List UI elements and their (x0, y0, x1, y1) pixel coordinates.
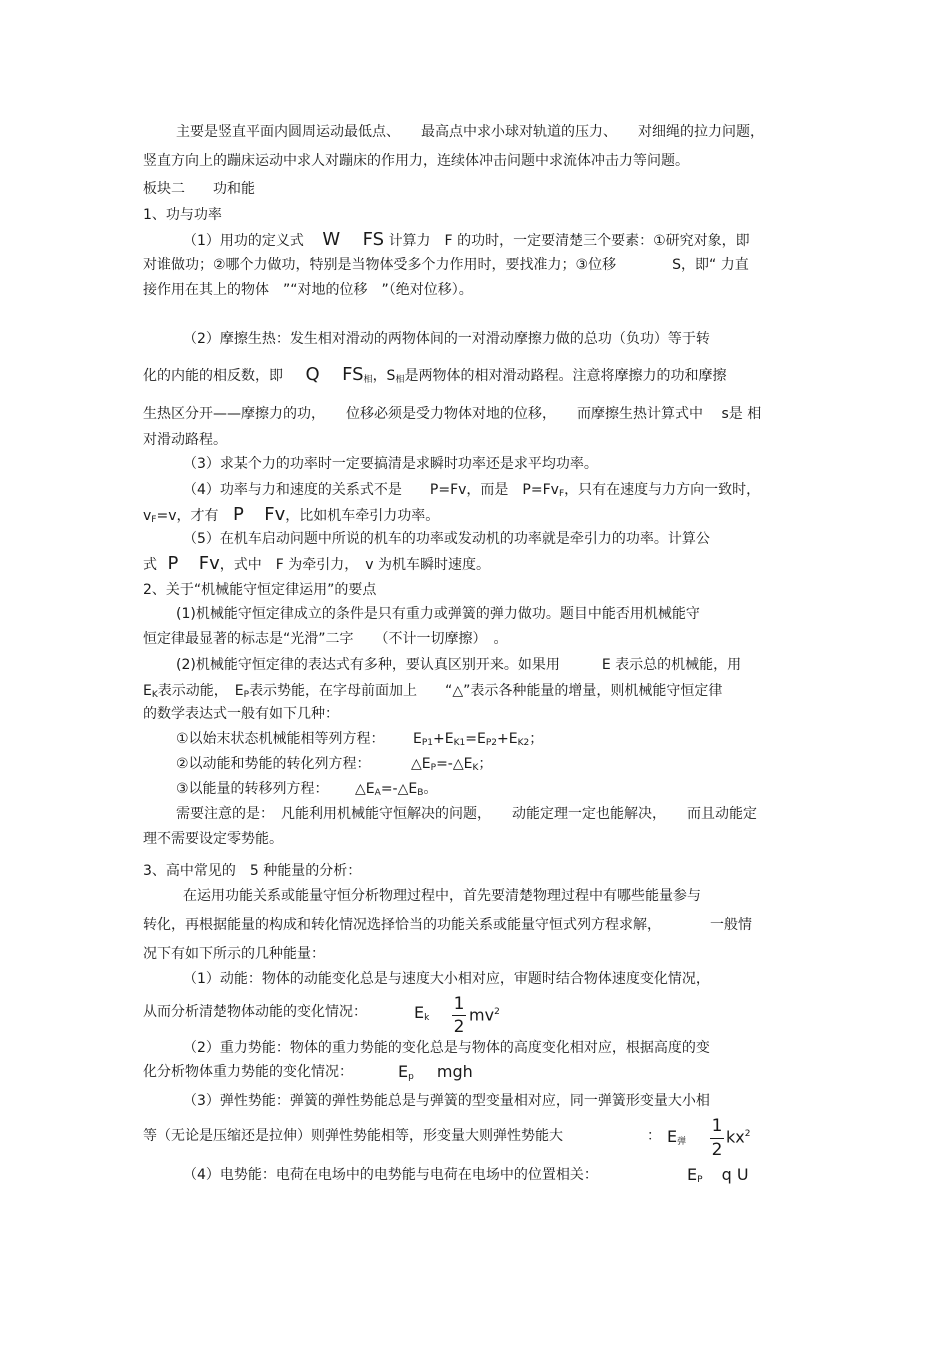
paragraph-line: （5）在机车启动问题中所说的机车的功率或发动机的功率就是牵引力的功率。计算公 (183, 531, 710, 547)
paragraph-line: 对谁做功；②哪个力做功，特别是当物体受多个力作用时，要找准力；③位移 S，即“ 力直 (143, 257, 749, 273)
section-heading: 板块二 功和能 (143, 181, 255, 197)
formula-p: P (167, 553, 179, 574)
paragraph-line: 转化，再根据能量的构成和转化情况选择恰当的功能关系或能量守恒式列方程求解， 一般情 (143, 917, 752, 933)
paragraph-line: （3）求某个力的功率时一定要搞清是求瞬时功率还是求平均功率。 (183, 456, 598, 472)
subsection-heading: 3、高中常见的 5 种能量的分析： (143, 863, 362, 879)
paragraph-line: （4）电势能：电荷在电场中的电势能与电荷在电场中的位置相关： (183, 1167, 598, 1183)
fraction-denominator: 2 (453, 1017, 465, 1037)
formula-fv: Fv (198, 553, 220, 574)
paragraph-line: 对滑动路程。 (143, 432, 227, 448)
formula-mv2: $mv^2$ (469, 1005, 500, 1025)
fraction-denominator: 2 (711, 1140, 723, 1160)
formula-p: P (232, 504, 244, 525)
fraction-bar (452, 1015, 466, 1016)
equation-line: ③以能量的转移列方程： $\triangle E_A=-\triangle E_B$。 (176, 781, 438, 798)
paragraph-line: 况下有如下所示的几种能量： (143, 946, 325, 962)
paragraph-line: 从而分析清楚物体动能的变化情况： (143, 1004, 367, 1020)
colon: ： (647, 1128, 661, 1144)
paragraph-line: （1）用功的定义式 W FS 计算力 F 的功时，一定要清楚三个要素：①研究对象，即 (183, 229, 750, 250)
formula-kx2: $kx^2$ (726, 1127, 751, 1147)
paragraph-line: 式 P Fv，式中 F 为牵引力， v 为机车瞬时速度。 (143, 553, 491, 574)
fraction-numerator: 1 (711, 1116, 723, 1136)
paragraph-line: 接作用在其上的物体 ”“对地的位移 ”（绝对位移）。 (143, 282, 473, 298)
formula-ep: $E_p$ mgh (398, 1062, 473, 1082)
paragraph-line: 恒定律最显著的标志是“光滑”二字 （不计一切摩擦） 。 (143, 631, 508, 647)
formula-q: Q (305, 364, 320, 385)
paragraph-line: 的数学表达式一般有如下几种： (143, 706, 339, 722)
paragraph-line: 理不需要设定零势能。 (143, 831, 283, 847)
paragraph-line: 需要注意的是： 凡能利用机械能守恒解决的问题， 动能定理一定也能解决， 而且动能定 (176, 806, 757, 822)
formula-w: W (322, 229, 341, 250)
fraction-numerator: 1 (453, 994, 465, 1014)
paragraph-line: （1）动能：物体的动能变化总是与速度大小相对应，审题时结合物体速度变化情况， (183, 971, 710, 987)
paragraph-line: （3）弹性势能：弹簧的弹性势能总是与弹簧的型变量相对应，同一弹簧形变量大小相 (183, 1093, 710, 1109)
paragraph-line: 等（无论是压缩还是拉伸）则弹性势能相等，形变量大则弹性势能大 (143, 1128, 563, 1144)
formula-ep-electric: $E_P$ q U (687, 1165, 749, 1185)
formula-fs: FS (362, 229, 385, 250)
paragraph-line: (2)机械能守恒定律的表达式有多种，要认真区别开来。如果用 E 表示总的机械能，用 (176, 657, 742, 673)
paragraph-line: 化的内能的相反数，即 Q $FS_相$，$S_相$是两物体的相对滑动路程。注意将摩擦力的功和摩擦 (143, 364, 727, 385)
equation-line: ②以动能和势能的转化列方程： $\triangle E_P=-\triangle E_K$； (176, 756, 493, 773)
paragraph-line: 生热区分开——摩擦力的功， 位移必须是受力物体对地的位移， 而摩擦生热计算式中 s是 相 (143, 406, 762, 422)
formula-fs: FS (342, 364, 364, 385)
paragraph-line: $v_F=v$，才有 P Fv，比如机车牵引力功率。 (143, 504, 440, 525)
paragraph-line: （4）功率与力和速度的关系式不是 P=Fv，而是 $P=Fv_F$，只有在速度与力方向一致时， (183, 482, 761, 499)
formula-fv: Fv (264, 504, 286, 525)
formula-e-spring: $E_弹$ (667, 1127, 687, 1147)
equation-line: ①以始末状态机械能相等列方程： $E_{P1}+E_{K1}=E_{P2}+E_{K2}$； (176, 731, 544, 748)
paragraph-line: （2）重力势能：物体的重力势能的变化总是与物体的高度变化相对应，根据高度的变 (183, 1040, 710, 1056)
paragraph-line: 在运用功能关系或能量守恒分析物理过程中，首先要清楚物理过程中有哪些能量参与 (183, 888, 701, 904)
paragraph-line: 主要是竖直平面内圆周运动最低点、 最高点中求小球对轨道的压力、 对细绳的拉力问题， (176, 124, 764, 140)
paragraph-line: 化分析物体重力势能的变化情况： (143, 1064, 353, 1080)
subsection-heading: 1、功与功率 (143, 207, 222, 223)
paragraph-line: 竖直方向上的蹦床运动中求人对蹦床的作用力，连续体冲击问题中求流体冲击力等问题。 (143, 153, 689, 169)
paragraph-line: （2）摩擦生热：发生相对滑动的两物体间的一对滑动摩擦力做的总功（负功）等于转 (183, 331, 710, 347)
paragraph-line: (1)机械能守恒定律成立的条件是只有重力或弹簧的弹力做功。题目中能否用机械能守 (176, 606, 700, 622)
fraction-bar (710, 1138, 724, 1139)
formula-ek: $E_k$ (414, 1003, 430, 1023)
subsection-heading: 2、关于“机械能守恒定律运用”的要点 (143, 582, 377, 598)
paragraph-line: $E_K$表示动能， $E_P$表示势能，在字母前面加上 “△”表示各种能量的增量，则机械能守恒定律 (143, 683, 723, 700)
